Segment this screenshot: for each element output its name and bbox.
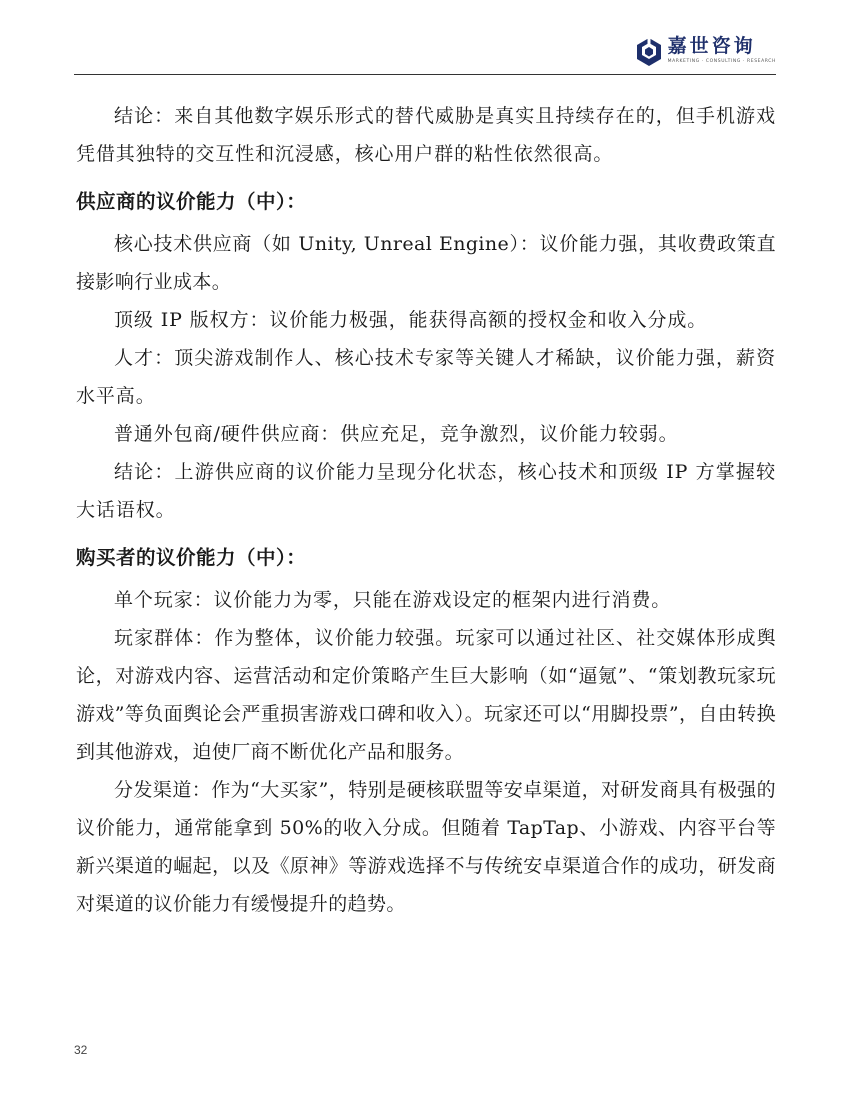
paragraph-outsourcers: 普通外包商/硬件供应商：供应充足，竞争激烈，议价能力较弱。 — [114, 423, 679, 445]
paragraph-ip-holders: 顶级 IP 版权方：议价能力极强，能获得高额的授权金和收入分成。 — [114, 309, 708, 331]
brand-logo — [636, 35, 776, 67]
page-number: 32 — [74, 1043, 88, 1057]
paragraph-supplier-conclusion: 结论：上游供应商的议价能力呈现分化状态，核心技术和顶级 IP 方掌握较大话语权。 — [76, 461, 776, 521]
brand-name: 嘉世咨询 — [667, 35, 756, 57]
paragraph-core-tech-suppliers: 核心技术供应商（如 Unity, Unreal Engine）：议价能力强，其收费政策直接影响行业成本。 — [76, 233, 776, 293]
paragraph-distribution-channels: 分发渠道：作为“大买家”，特别是硬核联盟等安卓渠道，对研发商具有极强的议价能力，通常能拿到 50%的收入分成。但随着 TapTap、小游戏、内容平台等新兴渠道的崛起，以及《原神》等游戏选择不与传统安卓渠道合作的成功，研发商对渠道的议价能力有缓慢提升的趋势。 — [76, 779, 776, 915]
brand-tagline: MARKETING · CONSULTING · RESEARCH — [667, 59, 776, 64]
paragraph-single-player: 单个玩家：议价能力为零，只能在游戏设定的框架内进行消费。 — [114, 589, 672, 611]
paragraph-player-groups: 玩家群体：作为整体，议价能力较强。玩家可以通过社区、社交媒体形成舆论，对游戏内容、运营活动和定价策略产生巨大影响（如“逼氪”、“策划教玩家玩游戏”等负面舆论会严重损害游戏口碑和收入）。玩家还可以“用脚投票”，自由转换到其他游戏，迫使厂商不断优化产品和服务。 — [76, 627, 776, 763]
document-body — [76, 97, 776, 923]
company-logo-icon — [636, 37, 662, 67]
heading-buyer-bargaining-power: 购买者的议价能力（中）： — [76, 546, 307, 569]
paragraph-substitute-conclusion: 结论：来自其他数字娱乐形式的替代威胁是真实且持续存在的，但手机游戏凭借其独特的交互性和沉浸感，核心用户群的粘性依然很高。 — [76, 105, 776, 165]
heading-supplier-bargaining-power: 供应商的议价能力（中）： — [76, 190, 307, 213]
paragraph-talent: 人才：顶尖游戏制作人、核心技术专家等关键人才稀缺，议价能力强，薪资水平高。 — [76, 347, 776, 407]
page-header — [0, 0, 850, 76]
header-divider — [74, 74, 776, 75]
